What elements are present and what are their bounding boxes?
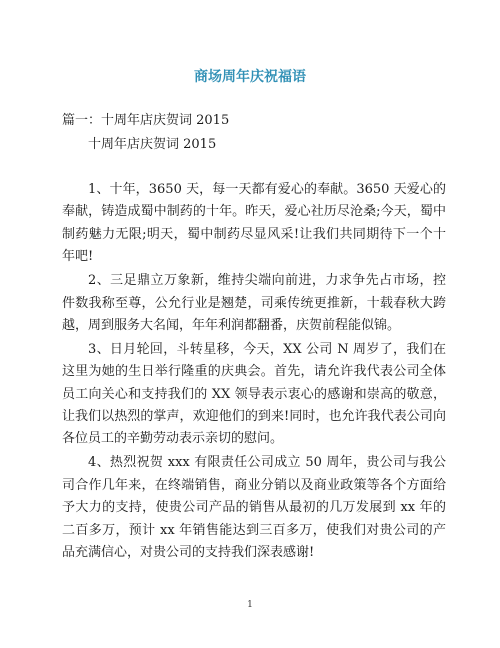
paragraph-2: 2、三足鼎立万象新，维持尖端向前进，力求争先占市场，控件数我称至尊，公允行业是翘楚，司乘传统更推新，十载春秋大跨越，周到服务大名闻，年年利润都翻番，庆贺前程能似锦。 xyxy=(62,273,446,333)
paragraph-4: 4、热烈祝贺 xxx 有限责任公司成立 50 周年，贵公司与我公司合作几年来，在终端销售，商业分销以及商业政策等各个方面给予大力的支持，使贵公司产品的销售从最初的几万发展到 xx 年的二百多万，预计 xx 年销售能达到三百多万，使我们对贵公司的产品充满信心，对贵公司的支持我们深表感谢! xyxy=(62,455,446,560)
subsection-heading: 十周年店庆贺词 2015 xyxy=(88,137,217,152)
page-number: 1 xyxy=(247,600,253,610)
section-heading: 篇一：十周年店庆贺词 2015 xyxy=(62,113,230,128)
document-title: 商场周年庆祝福语 xyxy=(194,69,306,85)
paragraph-3: 3、日月轮回，斗转星移，今天，XX 公司 N 周岁了，我们在这里为她的生日举行隆重的庆典会。首先，请允许我代表公司全体员工向关心和支持我们的 XX 领导表示衷心的感谢和崇高的敬意，让我们以热烈的掌声，欢迎他们的到来!同时，也允许我代表公司向各位员工的辛勤劳动表示亲切的慰问。 xyxy=(62,341,446,447)
paragraph-1: 1、十年，3650 天，每一天都有爱心的奉献。3650 天爱心的奉献，铸造成蜀中制药的十年。昨天，爱心社历尽沧桑;今天，蜀中制药魅力无限;明天，蜀中制药尽显风采!让我们共同期待下一个十年吧! xyxy=(62,182,446,265)
document-body xyxy=(62,179,446,566)
